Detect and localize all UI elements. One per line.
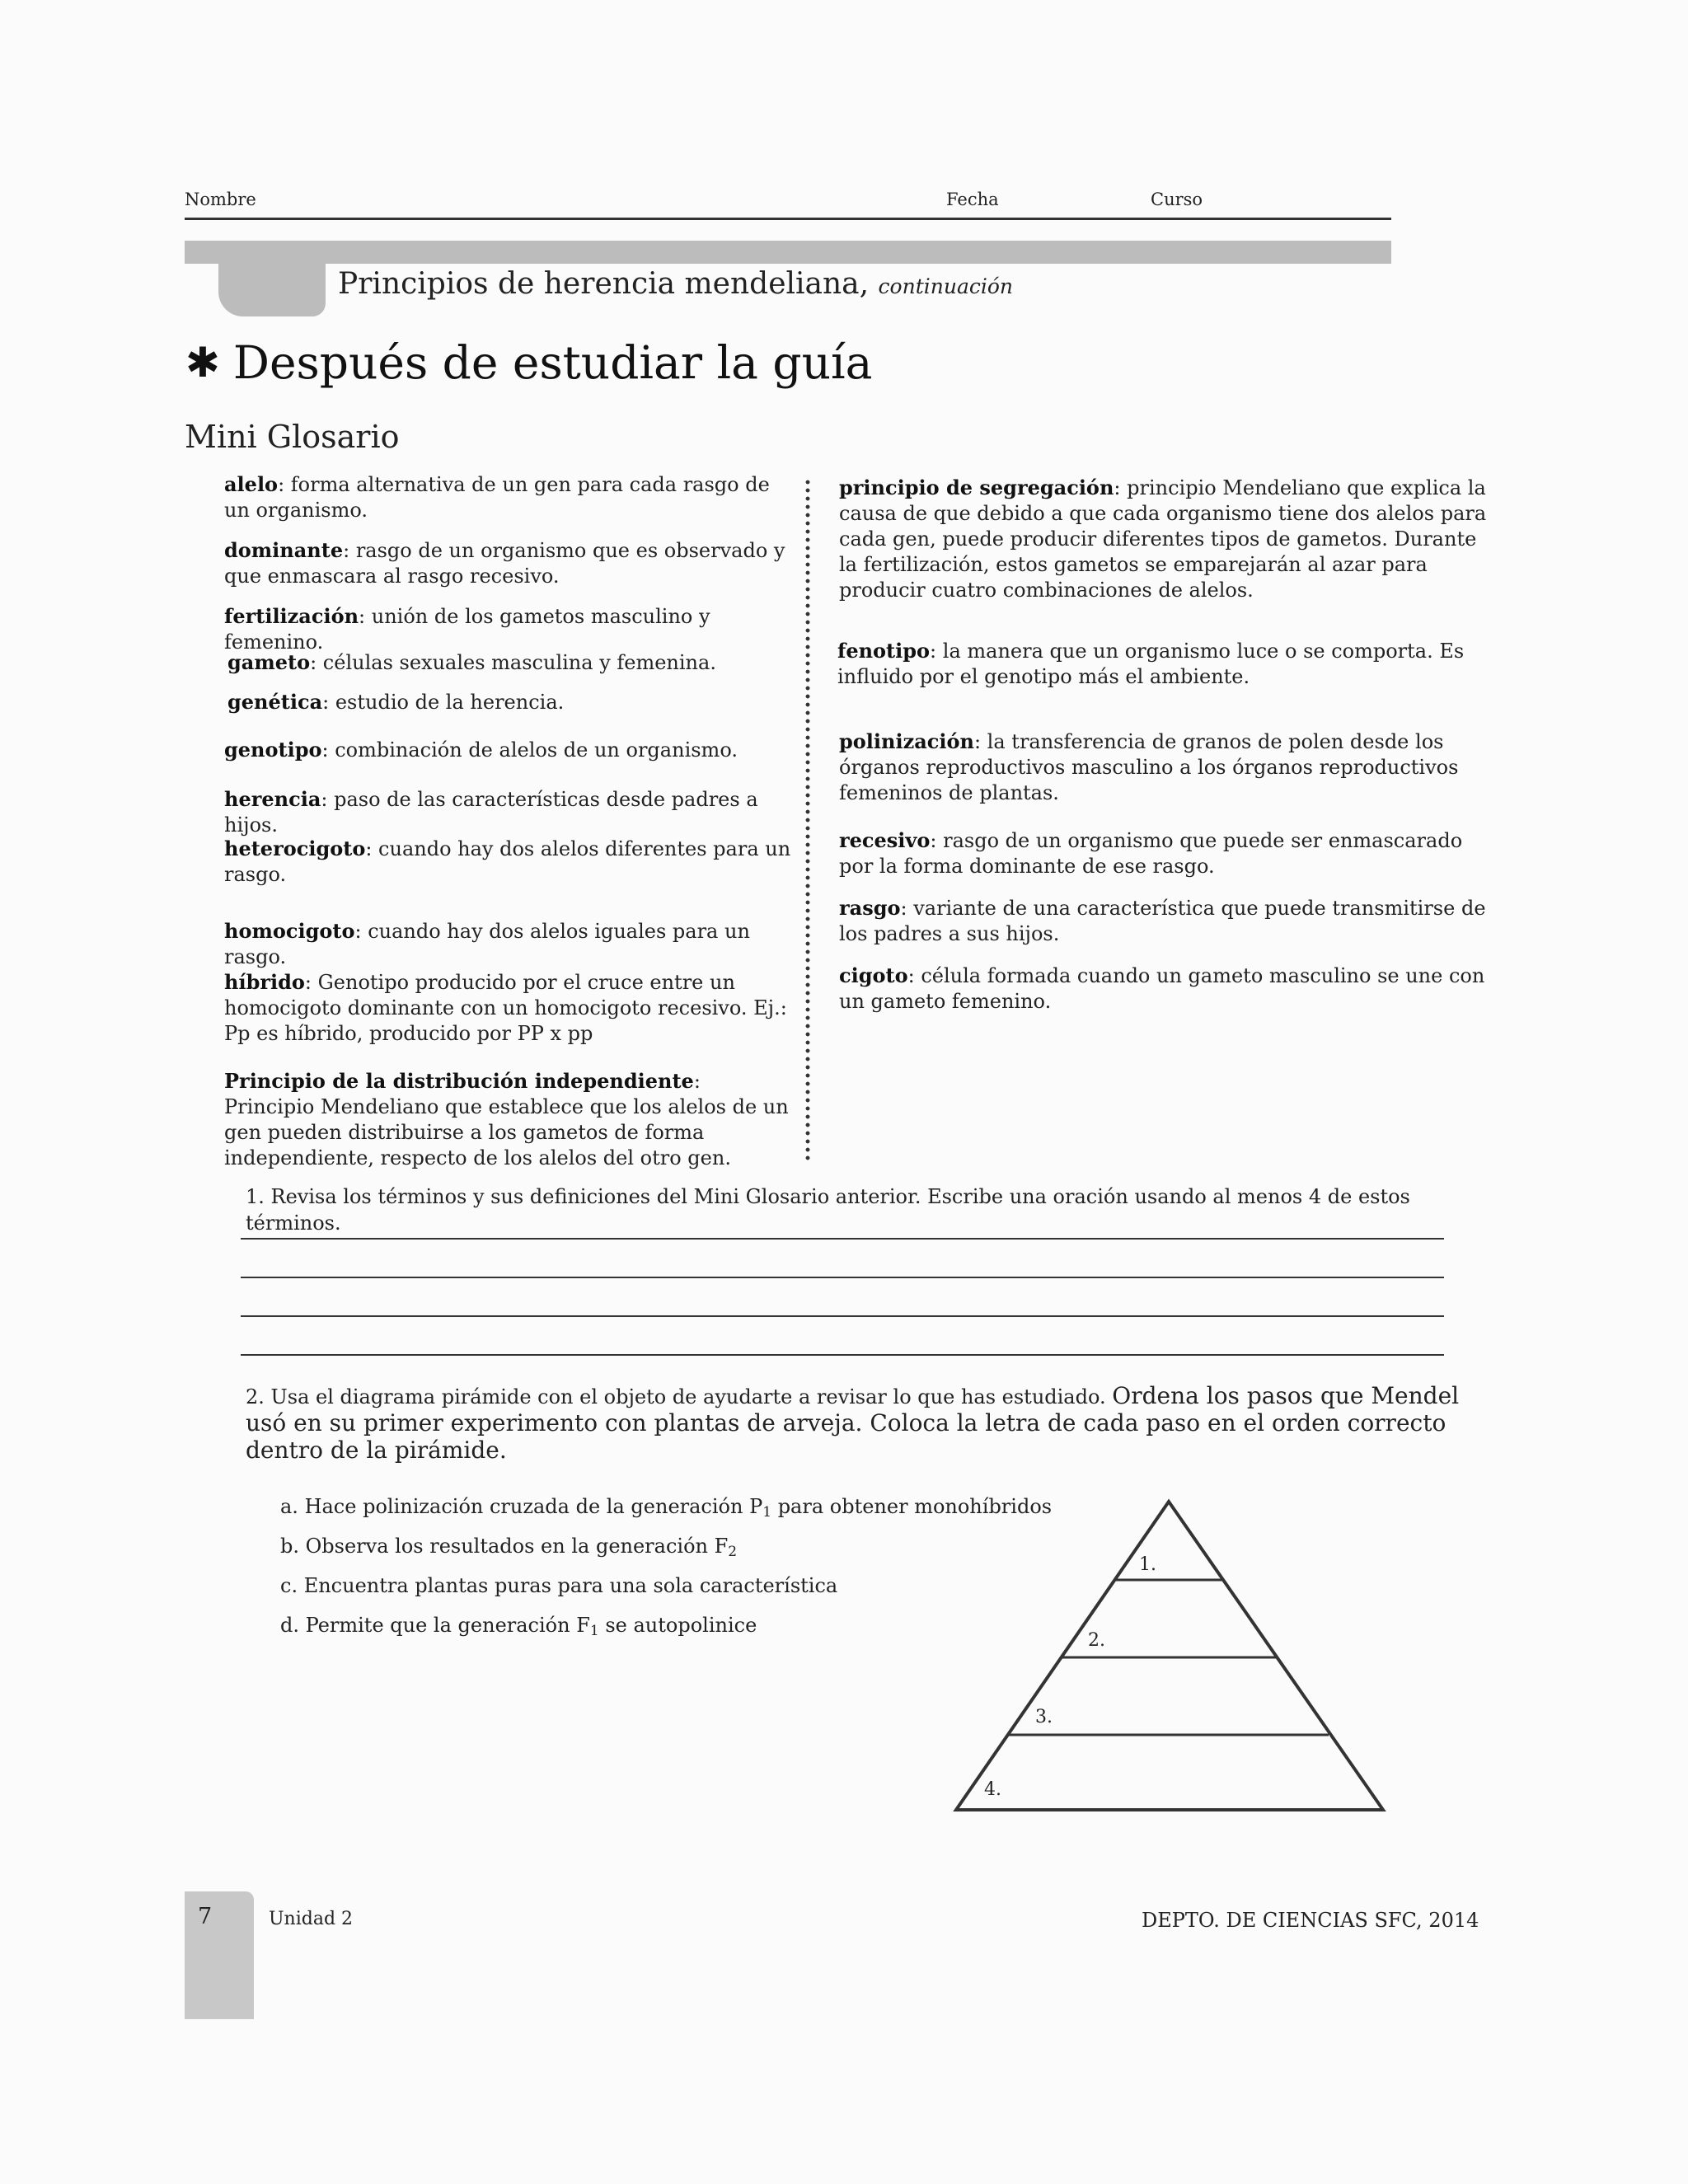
- page-title: [185, 336, 872, 389]
- section-subtitle: [338, 267, 1013, 301]
- glossary-entry: genética: estudio de la herencia.: [227, 690, 565, 714]
- glossary-entry: heterocigoto: cuando hay dos alelos diferentes para un rasgo.: [224, 837, 791, 886]
- question-2: 2. Usa el diagrama pirámide con el objeto de ayudarte a revisar lo que has estudiado. Ordena los pasos que Mendel usó en su primer experimento con plantas de arveja. Coloca la letra de cada paso en el orden correcto dentro de la pirámide.: [246, 1382, 1460, 1464]
- pyramid-diagram: [948, 1492, 1393, 1821]
- page-number: 7: [198, 1904, 213, 1929]
- glossary-entry: fenotipo: la manera que un organismo luce o se comporta. Es influido por el genotipo más el ambiente.: [837, 639, 1465, 688]
- section-tab: [218, 262, 326, 316]
- pyramid-label-2[interactable]: 2.: [1088, 1630, 1105, 1651]
- glossary-entry: homocigoto: cuando hay dos alelos iguales para un rasgo.: [224, 919, 750, 968]
- answer-line[interactable]: [241, 1315, 1444, 1317]
- subtitle-suffix: continuación: [878, 274, 1013, 298]
- question-1: 1. Revisa los términos y sus definiciones del Mini Glosario anterior. Escribe una oración usando al menos 4 de estos términos.: [246, 1185, 1410, 1235]
- answer-line[interactable]: [241, 1277, 1444, 1278]
- glossary-entry: alelo: forma alternativa de un gen para cada rasgo de un organismo.: [224, 472, 770, 522]
- step-option-b: b. Observa los resultados en la generación $F_2$: [280, 1535, 738, 1560]
- glossary-entry: principio de segregación: principio Mendeliano que explica la causa de que debido a que cada organismo tiene dos alelos para cada gen, puede producir diferentes tipos de gametos. Durante la fertilización, estos gametos se emparejarán al azar para producir cuatro combinaciones de alelos.: [839, 476, 1487, 602]
- pyramid-label-3[interactable]: 3.: [1035, 1707, 1053, 1727]
- step-option-a: a. Hace polinización cruzada de la generación $P_1$ para obtener monohíbridos: [280, 1495, 1053, 1521]
- pyramid-label-1[interactable]: 1.: [1139, 1554, 1156, 1575]
- asterisk-icon: ✱: [185, 339, 220, 387]
- glossary-entry: herencia: paso de las características desde padres a hijos.: [224, 787, 758, 837]
- glossary-entry: recesivo: rasgo de un organismo que puede ser enmascarado por la forma dominante de ese rasgo.: [839, 828, 1463, 878]
- header-rule: [185, 218, 1391, 220]
- answer-line[interactable]: [241, 1238, 1444, 1240]
- step-option-d: d. Permite que la generación $F_1$ se autopolinice: [280, 1614, 757, 1639]
- step-option-c: c. Encuentra plantas puras para una sola característica: [280, 1574, 838, 1597]
- glossary-entry: rasgo: variante de una característica que puede transmitirse de los padres a sus hijos.: [839, 896, 1486, 945]
- subtitle-text: Principios de herencia mendeliana,: [338, 267, 870, 301]
- glossary-entry: fertilización: unión de los gametos masculino y femenino.: [224, 604, 710, 654]
- pyramid-label-4[interactable]: 4.: [984, 1779, 1001, 1800]
- glossary-entry: híbrido: Genotipo producido por el cruce entre un homocigoto dominante con un homocigoto recesivo. Ej.: Pp es híbrido, producido por PP x pp: [224, 970, 787, 1045]
- footer-tab: [185, 1891, 254, 2019]
- column-divider: [804, 478, 811, 1162]
- glossary-entry: polinización: la transferencia de granos de polen desde los órganos reproductivos masculino a los órganos reproductivos femeninos de plantas.: [839, 729, 1459, 804]
- glossary-entry: gameto: células sexuales masculina y femenina.: [227, 650, 716, 674]
- glossary-entry: genotipo: combinación de alelos de un organismo.: [224, 738, 738, 762]
- page-title-text: Después de estudiar la guía: [232, 336, 873, 389]
- date-label: Fecha: [946, 190, 999, 209]
- glossary-entry: cigoto: célula formada cuando un gameto masculino se une con un gameto femenino.: [839, 963, 1485, 1013]
- pyramid-outline: [956, 1502, 1383, 1810]
- course-label: Curso: [1151, 190, 1203, 209]
- glossary-heading: Mini Glosario: [185, 419, 400, 455]
- glossary-entry: Principio de la distribución independiente: Principio Mendeliano que establece que los alelos de un gen pueden distribuirse a los gametos de forma independiente, respecto de los alelos del otro gen.: [224, 1069, 789, 1169]
- department-label: DEPTO. DE CIENCIAS SFC, 2014: [1142, 1909, 1479, 1932]
- section-band: [185, 241, 1391, 264]
- glossary-entry: dominante: rasgo de un organismo que es observado y que enmascara al rasgo recesivo.: [224, 538, 785, 588]
- name-label: Nombre: [185, 190, 256, 209]
- unit-label: Unidad 2: [269, 1909, 354, 1929]
- answer-line[interactable]: [241, 1354, 1444, 1356]
